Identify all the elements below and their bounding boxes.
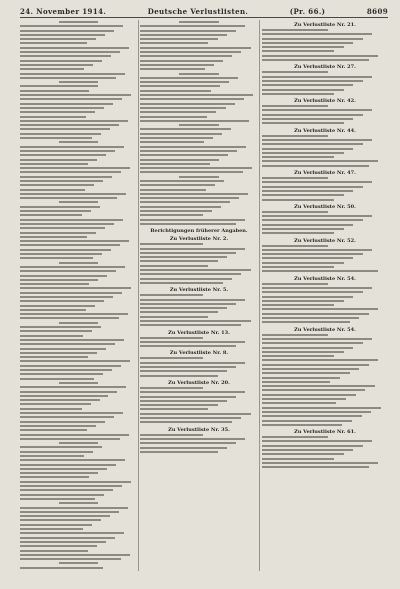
list-heading: Zu Verlustliste Nr. 20. bbox=[168, 379, 230, 386]
illegible-text-line bbox=[262, 231, 388, 235]
illegible-text-line bbox=[140, 450, 258, 454]
illegible-text-line bbox=[140, 344, 258, 348]
illegible-text-line bbox=[140, 323, 258, 327]
header-page-number: 8609 bbox=[366, 6, 388, 16]
list-heading: Zu Verlustliste Nr. 27. bbox=[294, 64, 356, 71]
illegible-text-line bbox=[140, 272, 258, 276]
illegible-text-line bbox=[262, 198, 388, 202]
illegible-text-line bbox=[140, 24, 258, 28]
column-3 bbox=[262, 20, 388, 571]
list-heading: Zu Verlustliste Nr. 35. bbox=[168, 426, 230, 433]
illegible-text-line bbox=[140, 281, 258, 285]
header-rule bbox=[20, 17, 388, 18]
illegible-text-line bbox=[140, 97, 258, 101]
illegible-text-line bbox=[20, 24, 137, 28]
illegible-text-line bbox=[262, 58, 388, 62]
list-heading: Zu Verlustliste Nr. 50. bbox=[294, 203, 356, 210]
illegible-text-line bbox=[262, 423, 388, 427]
column-divider bbox=[259, 20, 260, 571]
list-heading: Zu Verlustliste Nr. 47. bbox=[294, 170, 356, 177]
illegible-text-line bbox=[140, 420, 258, 424]
illegible-text-line bbox=[262, 92, 388, 96]
illegible-text-line bbox=[20, 566, 137, 570]
list-heading: Zu Verlustliste Nr. 8. bbox=[169, 350, 229, 357]
illegible-text-line bbox=[262, 269, 388, 273]
illegible-text-line bbox=[262, 465, 388, 469]
list-heading: Zu Verlustliste Nr. 13. bbox=[168, 329, 230, 336]
list-heading: Zu Verlustliste Nr. 54. bbox=[294, 275, 356, 282]
column-2 bbox=[140, 20, 258, 571]
illegible-text-line bbox=[140, 222, 258, 226]
illegible-text-line bbox=[262, 180, 388, 184]
illegible-text-line bbox=[262, 164, 388, 168]
list-heading: Zu Verlustliste Nr. 2. bbox=[169, 236, 229, 243]
header-title: Deutsche Verlustlisten. bbox=[147, 6, 249, 16]
list-heading: Zu Verlustliste Nr. 54. bbox=[294, 326, 356, 333]
illegible-text-line bbox=[140, 390, 258, 394]
header-date: 24. November 1914. bbox=[20, 6, 107, 16]
list-heading: Zu Verlustliste Nr. 52. bbox=[294, 237, 356, 244]
list-heading: Zu Verlustliste Nr. 61. bbox=[294, 429, 356, 436]
illegible-text-line bbox=[262, 32, 388, 36]
illegible-text-line bbox=[20, 458, 137, 462]
list-heading: Zu Verlustliste Nr. 44. bbox=[294, 127, 356, 134]
column-1 bbox=[20, 20, 137, 571]
corrections-heading: Berichtigungen früherer Angaben. bbox=[150, 228, 248, 235]
list-heading: Zu Verlustliste Nr. 21. bbox=[294, 22, 356, 28]
list-heading: Zu Verlustliste Nr. 5. bbox=[169, 287, 229, 294]
page-header bbox=[20, 6, 388, 16]
illegible-text-line bbox=[20, 531, 137, 535]
list-heading: Zu Verlustliste Nr. 42. bbox=[294, 98, 356, 105]
illegible-text-line bbox=[20, 97, 137, 101]
illegible-text-line bbox=[20, 385, 137, 389]
column-divider bbox=[138, 20, 139, 571]
illegible-text-line bbox=[262, 320, 388, 324]
illegible-text-line bbox=[262, 121, 388, 125]
illegible-text-line bbox=[140, 374, 258, 378]
header-issue: (Pr. 66.) bbox=[289, 6, 326, 16]
